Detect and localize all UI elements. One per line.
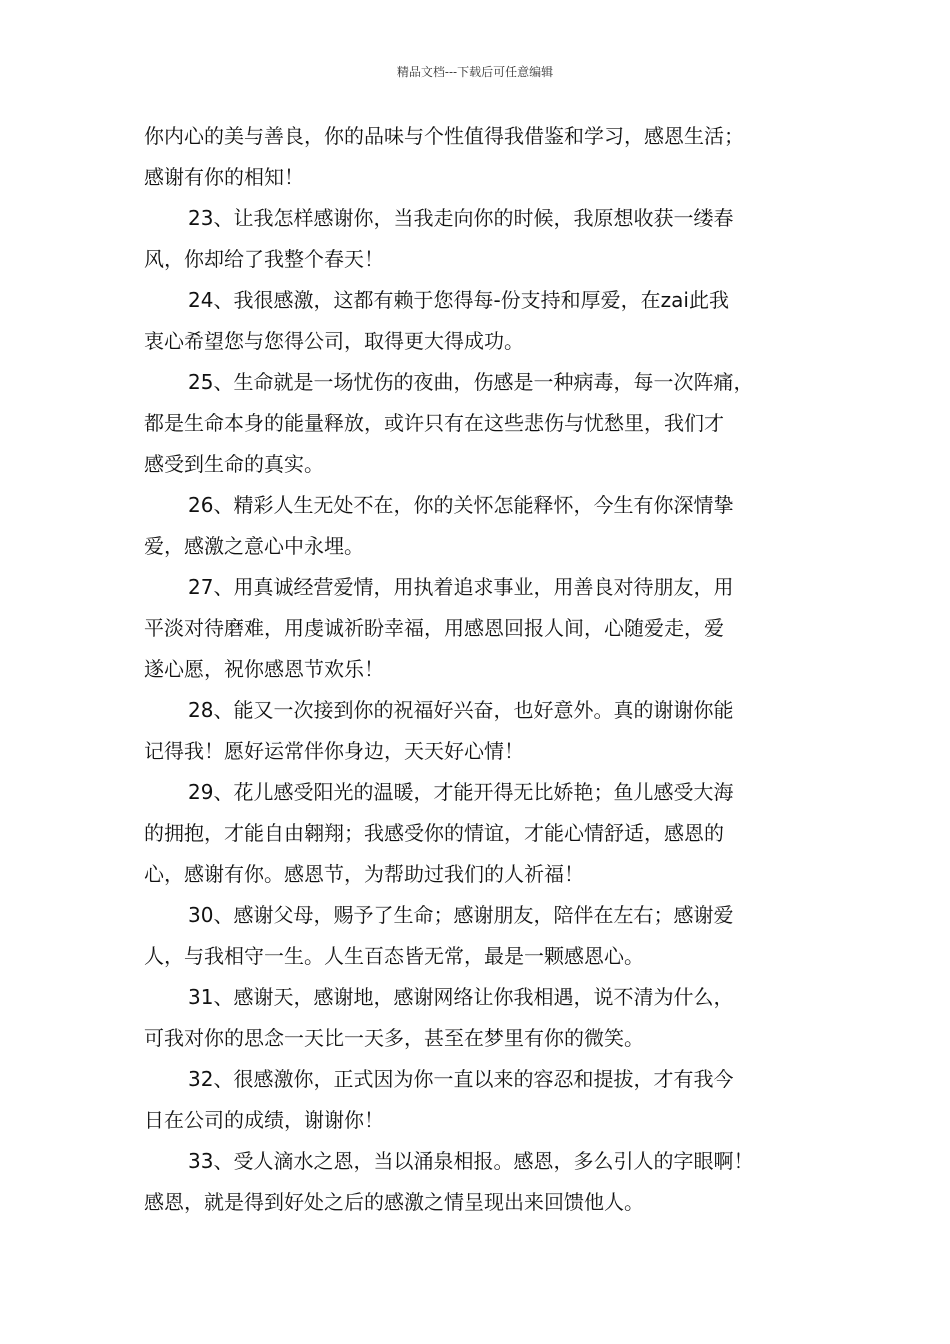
text-line: 25、生命就是一场忧伤的夜曲，伤感是一种病毒，每一次阵痛， <box>188 370 754 394</box>
text-line: 可我对你的思念一天比一天多，甚至在梦里有你的微笑。 <box>144 1026 644 1050</box>
text-line: 人，与我相守一生。人生百态皆无常，最是一颗感恩心。 <box>144 944 644 968</box>
text-line: 感恩，就是得到好处之后的感激之情呈现出来回馈他人。 <box>144 1190 644 1214</box>
text-line: 你内心的美与善良，你的品味与个性值得我借鉴和学习，感恩生活； <box>144 124 744 148</box>
paragraph-32 <box>144 1059 808 1141</box>
text-line: 平淡对待磨难，用虔诚祈盼幸福，用感恩回报人间，心随爱走，爱 <box>144 616 724 640</box>
paragraph-30 <box>144 895 808 977</box>
text-line: 28、能又一次接到你的祝福好兴奋，也好意外。真的谢谢你能 <box>188 698 734 722</box>
text-line: 风，你却给了我整个春天！ <box>144 247 384 271</box>
paragraph-23 <box>144 198 808 280</box>
text-line: 31、感谢天，感谢地，感谢网络让你我相遇，说不清为什么， <box>188 985 734 1009</box>
text-line: 29、花儿感受阳光的温暖，才能开得无比娇艳；鱼儿感受大海 <box>188 780 734 804</box>
text-line: 33、受人滴水之恩，当以涌泉相报。感恩，多么引人的字眼啊！ <box>188 1149 754 1173</box>
text-line: 感受到生命的真实。 <box>144 452 324 476</box>
text-line: 心，感谢有你。感恩节，为帮助过我们的人祈福！ <box>144 862 584 886</box>
page-header: 精品文档---下载后可任意编辑 <box>396 65 554 79</box>
paragraph-26 <box>144 485 808 567</box>
paragraph-31 <box>144 977 808 1059</box>
text-line: 爱，感激之意心中永埋。 <box>144 534 364 558</box>
text-line: 的拥抱，才能自由翱翔；我感受你的情谊，才能心情舒适，感恩的 <box>144 821 724 845</box>
text-line: 日在公司的成绩，谢谢你！ <box>144 1108 384 1132</box>
paragraph-24 <box>144 280 808 362</box>
text-line: 24、我很感激，这都有赖于您得每-份支持和厚爱，在zai此我 <box>188 288 729 312</box>
document-body <box>144 116 808 1223</box>
text-line: 感谢有你的相知！ <box>144 165 304 189</box>
text-line: 记得我！愿好运常伴你身边，天天好心情！ <box>144 739 524 763</box>
text-line: 都是生命本身的能量释放，或许只有在这些悲伤与忧愁里，我们才 <box>144 411 724 435</box>
paragraph-28 <box>144 690 808 772</box>
text-line: 30、感谢父母，赐予了生命；感谢朋友，陪伴在左右；感谢爱 <box>188 903 734 927</box>
paragraph-27 <box>144 567 808 690</box>
text-line: 衷心希望您与您得公司，取得更大得成功。 <box>144 329 524 353</box>
paragraph-29 <box>144 772 808 895</box>
text-line: 遂心愿，祝你感恩节欢乐！ <box>144 657 384 681</box>
text-line: 27、用真诚经营爱情，用执着追求事业，用善良对待朋友，用 <box>188 575 734 599</box>
text-line: 26、精彩人生无处不在，你的关怀怎能释怀，今生有你深情挚 <box>188 493 734 517</box>
paragraph-25 <box>144 362 808 485</box>
paragraph-33 <box>144 1141 808 1223</box>
text-line: 23、让我怎样感谢你，当我走向你的时候，我原想收获一缕春 <box>188 206 734 230</box>
paragraph <box>144 116 808 198</box>
text-line: 32、很感激你，正式因为你一直以来的容忍和提拔，才有我今 <box>188 1067 734 1091</box>
